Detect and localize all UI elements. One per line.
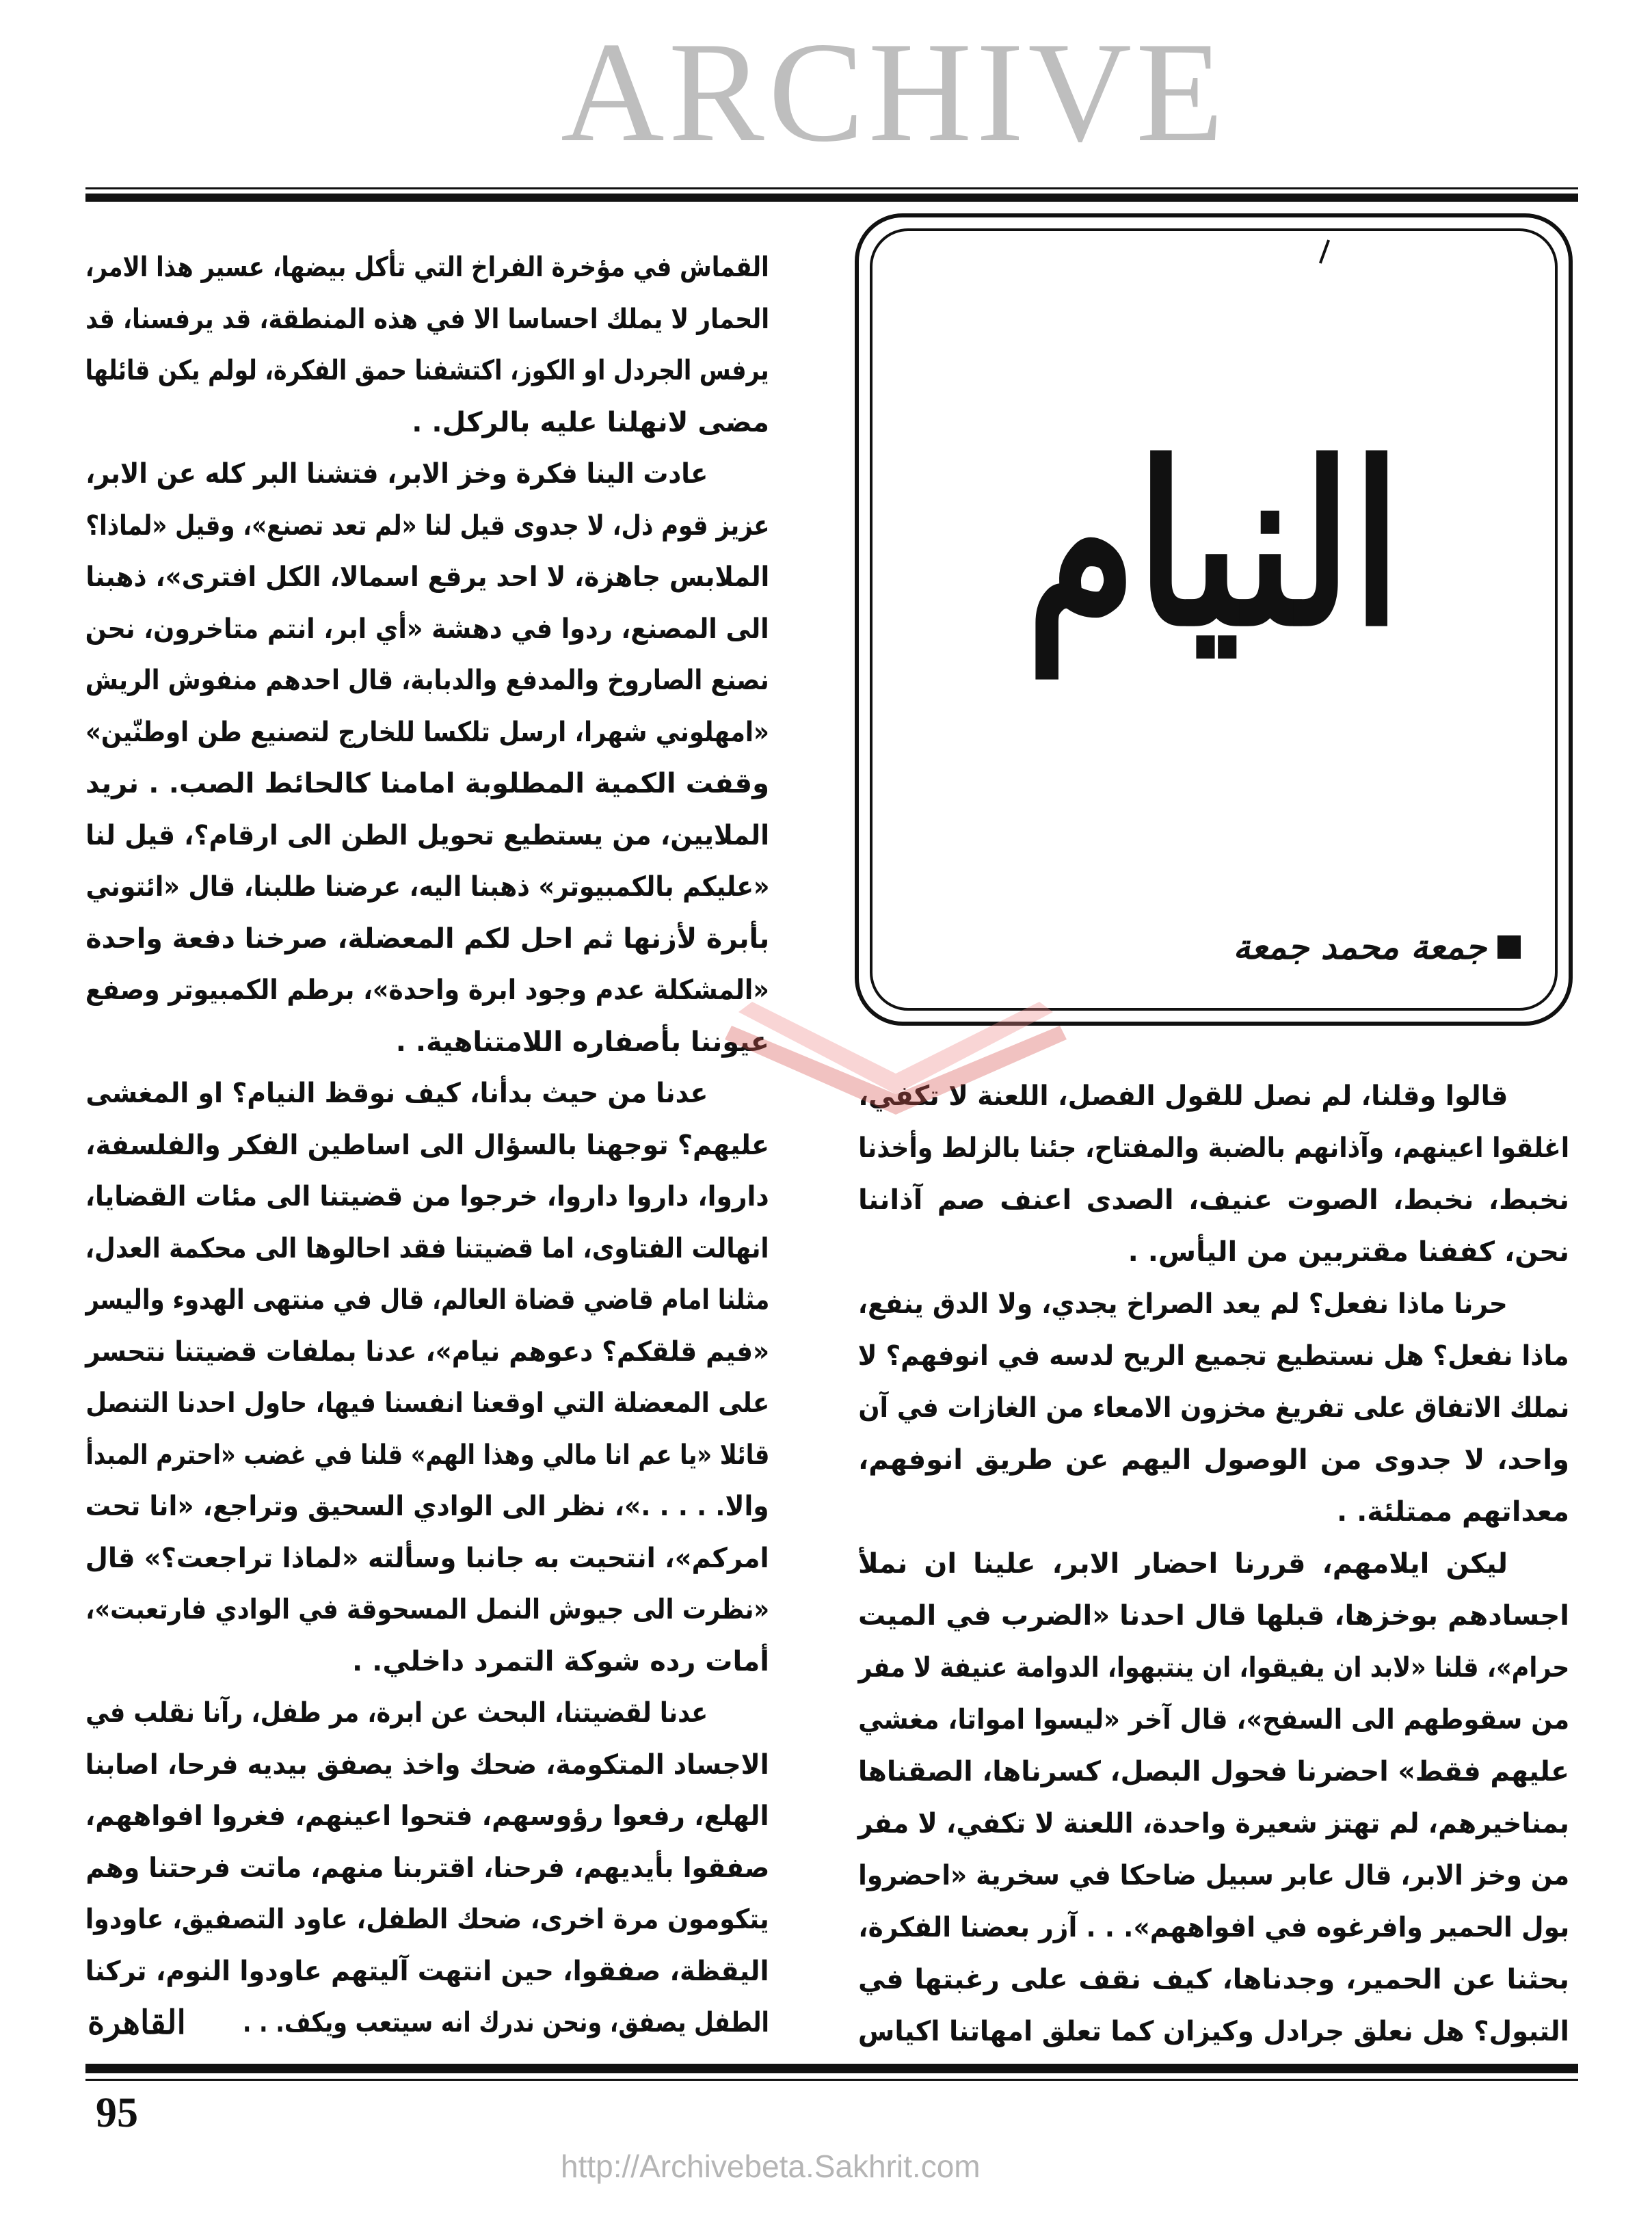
text-line — [85, 1842, 769, 1894]
text-line-content: «نظرت الى جيوش النمل المسحوقة في الوادي فارتعبت»، — [85, 1594, 769, 1625]
text-line — [85, 654, 769, 706]
title-box — [855, 213, 1573, 1026]
text-line-content: القماش في مؤخرة الفراخ التي تأكل بيضها، عسير هذا الامر، — [85, 252, 769, 283]
text-line — [85, 448, 769, 500]
text-line — [858, 1902, 1569, 1954]
text-line-content: الاجساد المتكومة، ضحك واخذ يصفق بيديه فرحا، اصابنا — [85, 1748, 769, 1781]
text-line — [85, 1377, 769, 1429]
text-line — [858, 1434, 1569, 1486]
text-line-content: داروا، داروا داروا، خرجوا من قضيتنا الى مئات القضايا، — [85, 1181, 769, 1212]
text-line-content: امركم»، انتحيت به جانبا وسألته «لماذا تراجعت؟» قال — [85, 1542, 769, 1574]
text-line-content: يتكومون مرة اخرى، ضحك الطفل، عاود التصفيق، عاودوا — [85, 1904, 769, 1935]
text-line-content: انهالت الفتاوى، اما قضيتنا فقد احالوها الى محكمة العدل، — [85, 1232, 769, 1264]
text-line-content: مثلنا امام قاضي قضاة العالم، قال في منتهى الهدوء واليسر — [85, 1284, 769, 1316]
text-line — [858, 1694, 1569, 1746]
text-line-content: عادت الينا فكرة وخز الابر، فتشنا البر كله عن الابر، — [85, 458, 708, 490]
text-line — [858, 1382, 1569, 1434]
text-line-content: «امهلوني شهرا، ارسل تلكسا للخارج لتصنيع طن اوطنّين» — [85, 716, 769, 748]
text-line-content: عليهم فقط» احضرنا فحول البصل، كسرناها، الصقناها — [858, 1756, 1569, 1787]
text-line-content: أمات رده شوكة التمرد داخلي. . — [352, 1645, 769, 1677]
text-line — [85, 500, 769, 552]
text-line — [85, 1480, 769, 1532]
text-line-content: عدنا لقضيتنا، البحث عن ابرة، مر طفل، رآنا نقلب في — [85, 1697, 708, 1729]
text-line-content: الملايين، من يستطيع تحويل الطن الى ارقام؟، قيل لنا — [85, 819, 769, 851]
text-line — [85, 1016, 769, 1068]
text-line — [858, 1642, 1569, 1694]
text-line — [858, 1798, 1569, 1850]
text-line — [85, 603, 769, 655]
text-line — [85, 1532, 769, 1584]
text-line-content: حرنا ماذا نفعل؟ لم يعد الصراخ يجدي، ولا الدق ينفع، — [858, 1288, 1508, 1320]
text-line-content: قالوا وقلنا، لم نصل للقول الفصل، اللعنة لا تكفي، — [858, 1080, 1508, 1112]
text-line-content: الى المصنع، ردوا في دهشة «أي ابر، انتم متاخرون، نحن — [85, 613, 769, 645]
text-line — [85, 345, 769, 397]
text-line — [858, 1954, 1569, 2006]
text-line — [858, 1486, 1569, 1538]
article-title: النيام — [1026, 414, 1402, 676]
author-name: جمعة محمد جمعة — [1233, 927, 1487, 967]
text-line — [85, 1119, 769, 1171]
text-line — [85, 1223, 769, 1275]
top-rule-thin — [85, 187, 1578, 189]
text-line-content: ماذا نفعل؟ هل نستطيع تجميع الريح لدسه في انوفهم؟ لا — [858, 1340, 1569, 1372]
text-line-content: معداتهم ممتلئة. . — [1336, 1496, 1569, 1528]
text-line — [85, 1636, 769, 1688]
text-line — [85, 1067, 769, 1119]
page-number: 95 — [96, 2090, 138, 2136]
text-line — [858, 1122, 1569, 1174]
text-line — [85, 1584, 769, 1636]
text-line — [858, 1226, 1569, 1278]
text-line-content: نملك الاتفاق على تفريغ مخزون الامعاء من الغازات في آن — [858, 1392, 1569, 1424]
text-line-content: بحثنا عن الحمير، وجدناها، كيف نقف على رغبتها في — [858, 1964, 1569, 1995]
text-line — [85, 397, 769, 449]
bottom-rule-thick — [85, 2064, 1578, 2073]
text-line — [85, 964, 769, 1016]
text-line-content: «فيم قلقكم؟ دعوهم نيام»، عدنا بملفات قضيتنا نتحسر — [85, 1335, 769, 1368]
text-line — [858, 1746, 1569, 1798]
text-line-content: اجسادهم بوخزها، قبلها قال احدنا «الضرب في الميت — [858, 1600, 1569, 1632]
text-line — [85, 1171, 769, 1223]
text-line — [85, 1739, 769, 1791]
text-line-content: التبول؟ هل نعلق جرادل وكيزان كما تعلق امهاتنا اكياس — [858, 2016, 1569, 2047]
bottom-rule-thin — [85, 2079, 1578, 2081]
text-line — [85, 1893, 769, 1945]
text-line-content: نصنع الصاروخ والمدفع والدبابة، قال احدهم منفوش الريش — [85, 665, 769, 696]
text-line — [858, 1070, 1569, 1122]
left-text-column — [85, 241, 769, 2053]
text-line — [85, 810, 769, 862]
text-line-content: اليقظة، صفقوا، حين انتهت آليتهم عاودوا النوم، تركنا — [85, 1955, 769, 1987]
text-line — [858, 1590, 1569, 1642]
text-line-content: عليهم؟ توجهنا بالسؤال الى اساطين الفكر والفلسفة، — [85, 1129, 769, 1161]
text-line-content: قائلا «يا عم انا مالي وهذا الهم» قلنا في غضب «احترم المبدأ — [85, 1439, 769, 1471]
text-line — [858, 1330, 1569, 1382]
text-line — [85, 1326, 769, 1378]
text-line — [858, 1850, 1569, 1902]
text-line-content: الطفل يصفق، ونحن ندرك انه سيتعب ويكف. . . — [243, 2007, 769, 2038]
text-line — [85, 1687, 769, 1739]
byline — [1233, 927, 1521, 967]
text-line-content: بمناخيرهم، لم تهتز شعيرة واحدة، اللعنة لا تكفي، لا مفر — [858, 1808, 1569, 1839]
text-line — [85, 706, 769, 758]
text-line-content: نحن، كففنا مقتربين من اليأس. . — [1128, 1236, 1569, 1268]
text-line-content: عزيز قوم ذل، لا جدوى قيل لنا «لم تعد تصنع»، وقيل «لماذا؟ — [85, 509, 769, 542]
text-line-content: بول الحمير وافرغوه في افواههم». . . آزر بعضنا الفكرة، — [858, 1912, 1569, 1943]
text-line-content: الملابس جاهزة، لا احد يرقع اسمالا، الكل افترى»، ذهبنا — [85, 561, 769, 593]
text-line-content: يرفس الجردل او الكوز، اكتشفنا حمق الفكرة، لولم يكن قائلها — [85, 355, 769, 386]
text-line-content: ليكن ايلامهم، قررنا احضار الابر، علينا ان نملأ — [858, 1548, 1508, 1580]
text-line-content: وقفت الكمية المطلوبة امامنا كالحائط الصب. . نريد — [85, 768, 769, 799]
text-line-content: نخبط، نخبط، الصوت عنيف، الصدى اعنف صم آذاننا — [858, 1184, 1569, 1216]
text-line-content: عدنا من حيث بدأنا، كيف نوقظ النيام؟ او المغشى — [85, 1078, 708, 1109]
text-line-content: واحد، لا جدوى من الوصول اليهم عن طريق انوفهم، — [858, 1444, 1569, 1476]
text-line — [243, 1997, 769, 2049]
text-line-content: «المشكلة عدم وجود ابرة واحدة»، برطم الكمبيوتر وصفع — [85, 974, 769, 1006]
text-line-content: حرام»، قلنا «لابد ان يفيقوا، ان ينتبهوا، الدوامة عنيفة لا مفر — [858, 1652, 1569, 1684]
text-line-content: الهلع، رفعوا رؤوسهم، فتحوا اعينهم، فغروا افواههم، — [85, 1800, 769, 1832]
text-line-content: من وخز الابر، قال عابر سبيل ضاحكا في سخرية «احضروا — [858, 1860, 1569, 1891]
text-line-content: اغلقوا اعينهم، وآذانهم بالضبة والمفتاح، جئنا بالزلط وأخذنا — [858, 1132, 1569, 1164]
text-line-content: «عليكم بالكمبيوتر» ذهبنا اليه، عرضنا طلبنا، قال «ائتوني — [85, 871, 769, 903]
text-line-content: صفقوا بأيديهم، فرحنا، اقتربنا منهم، ماتت فرحتنا وهم — [85, 1852, 769, 1884]
top-rule-thick — [85, 194, 1578, 202]
text-line-content: من سقوطهم الى السفح»، قال آخر «ليسوا امواتا، مغشي — [858, 1704, 1569, 1735]
magazine-logo: القاهرة — [88, 2004, 186, 2042]
text-line — [85, 1790, 769, 1842]
text-line-content: والا. . . . .»، نظر الى الوادي السحيق وتراجع، «انا تحت — [85, 1491, 769, 1522]
right-text-column — [858, 1070, 1569, 2062]
watermark-text: ARCHIVE — [561, 13, 1228, 172]
text-line — [85, 241, 769, 293]
text-line-content: بأبرة لأزنها ثم احل لكم المعضلة، صرخنا دفعة واحدة — [85, 922, 769, 955]
text-line — [85, 1429, 769, 1481]
text-line — [85, 913, 769, 965]
text-line — [85, 1945, 769, 1997]
text-line — [85, 758, 769, 810]
text-line-content: الحمار لا يملك احساسا الا في هذه المنطقة، قد يرفسنا، قد — [85, 303, 769, 335]
text-line — [85, 551, 769, 603]
text-line — [858, 1174, 1569, 1226]
text-line — [85, 861, 769, 913]
text-line-content: عيوننا بأصفاره اللامتناهية. . — [395, 1026, 769, 1058]
text-line-content: على المعضلة التي اوقعنا انفسنا فيها، حاول احدنا التنصل — [85, 1387, 769, 1419]
text-line — [858, 1278, 1569, 1330]
text-line-content: مضى لانهلنا عليه بالركل. . — [412, 406, 769, 438]
watermark-url: http://Archivebeta.Sakhrit.com — [561, 2149, 981, 2184]
text-line — [85, 293, 769, 345]
byline-square-icon — [1497, 935, 1521, 959]
text-line — [858, 2006, 1569, 2058]
text-line — [85, 1274, 769, 1326]
text-line — [858, 1538, 1569, 1590]
